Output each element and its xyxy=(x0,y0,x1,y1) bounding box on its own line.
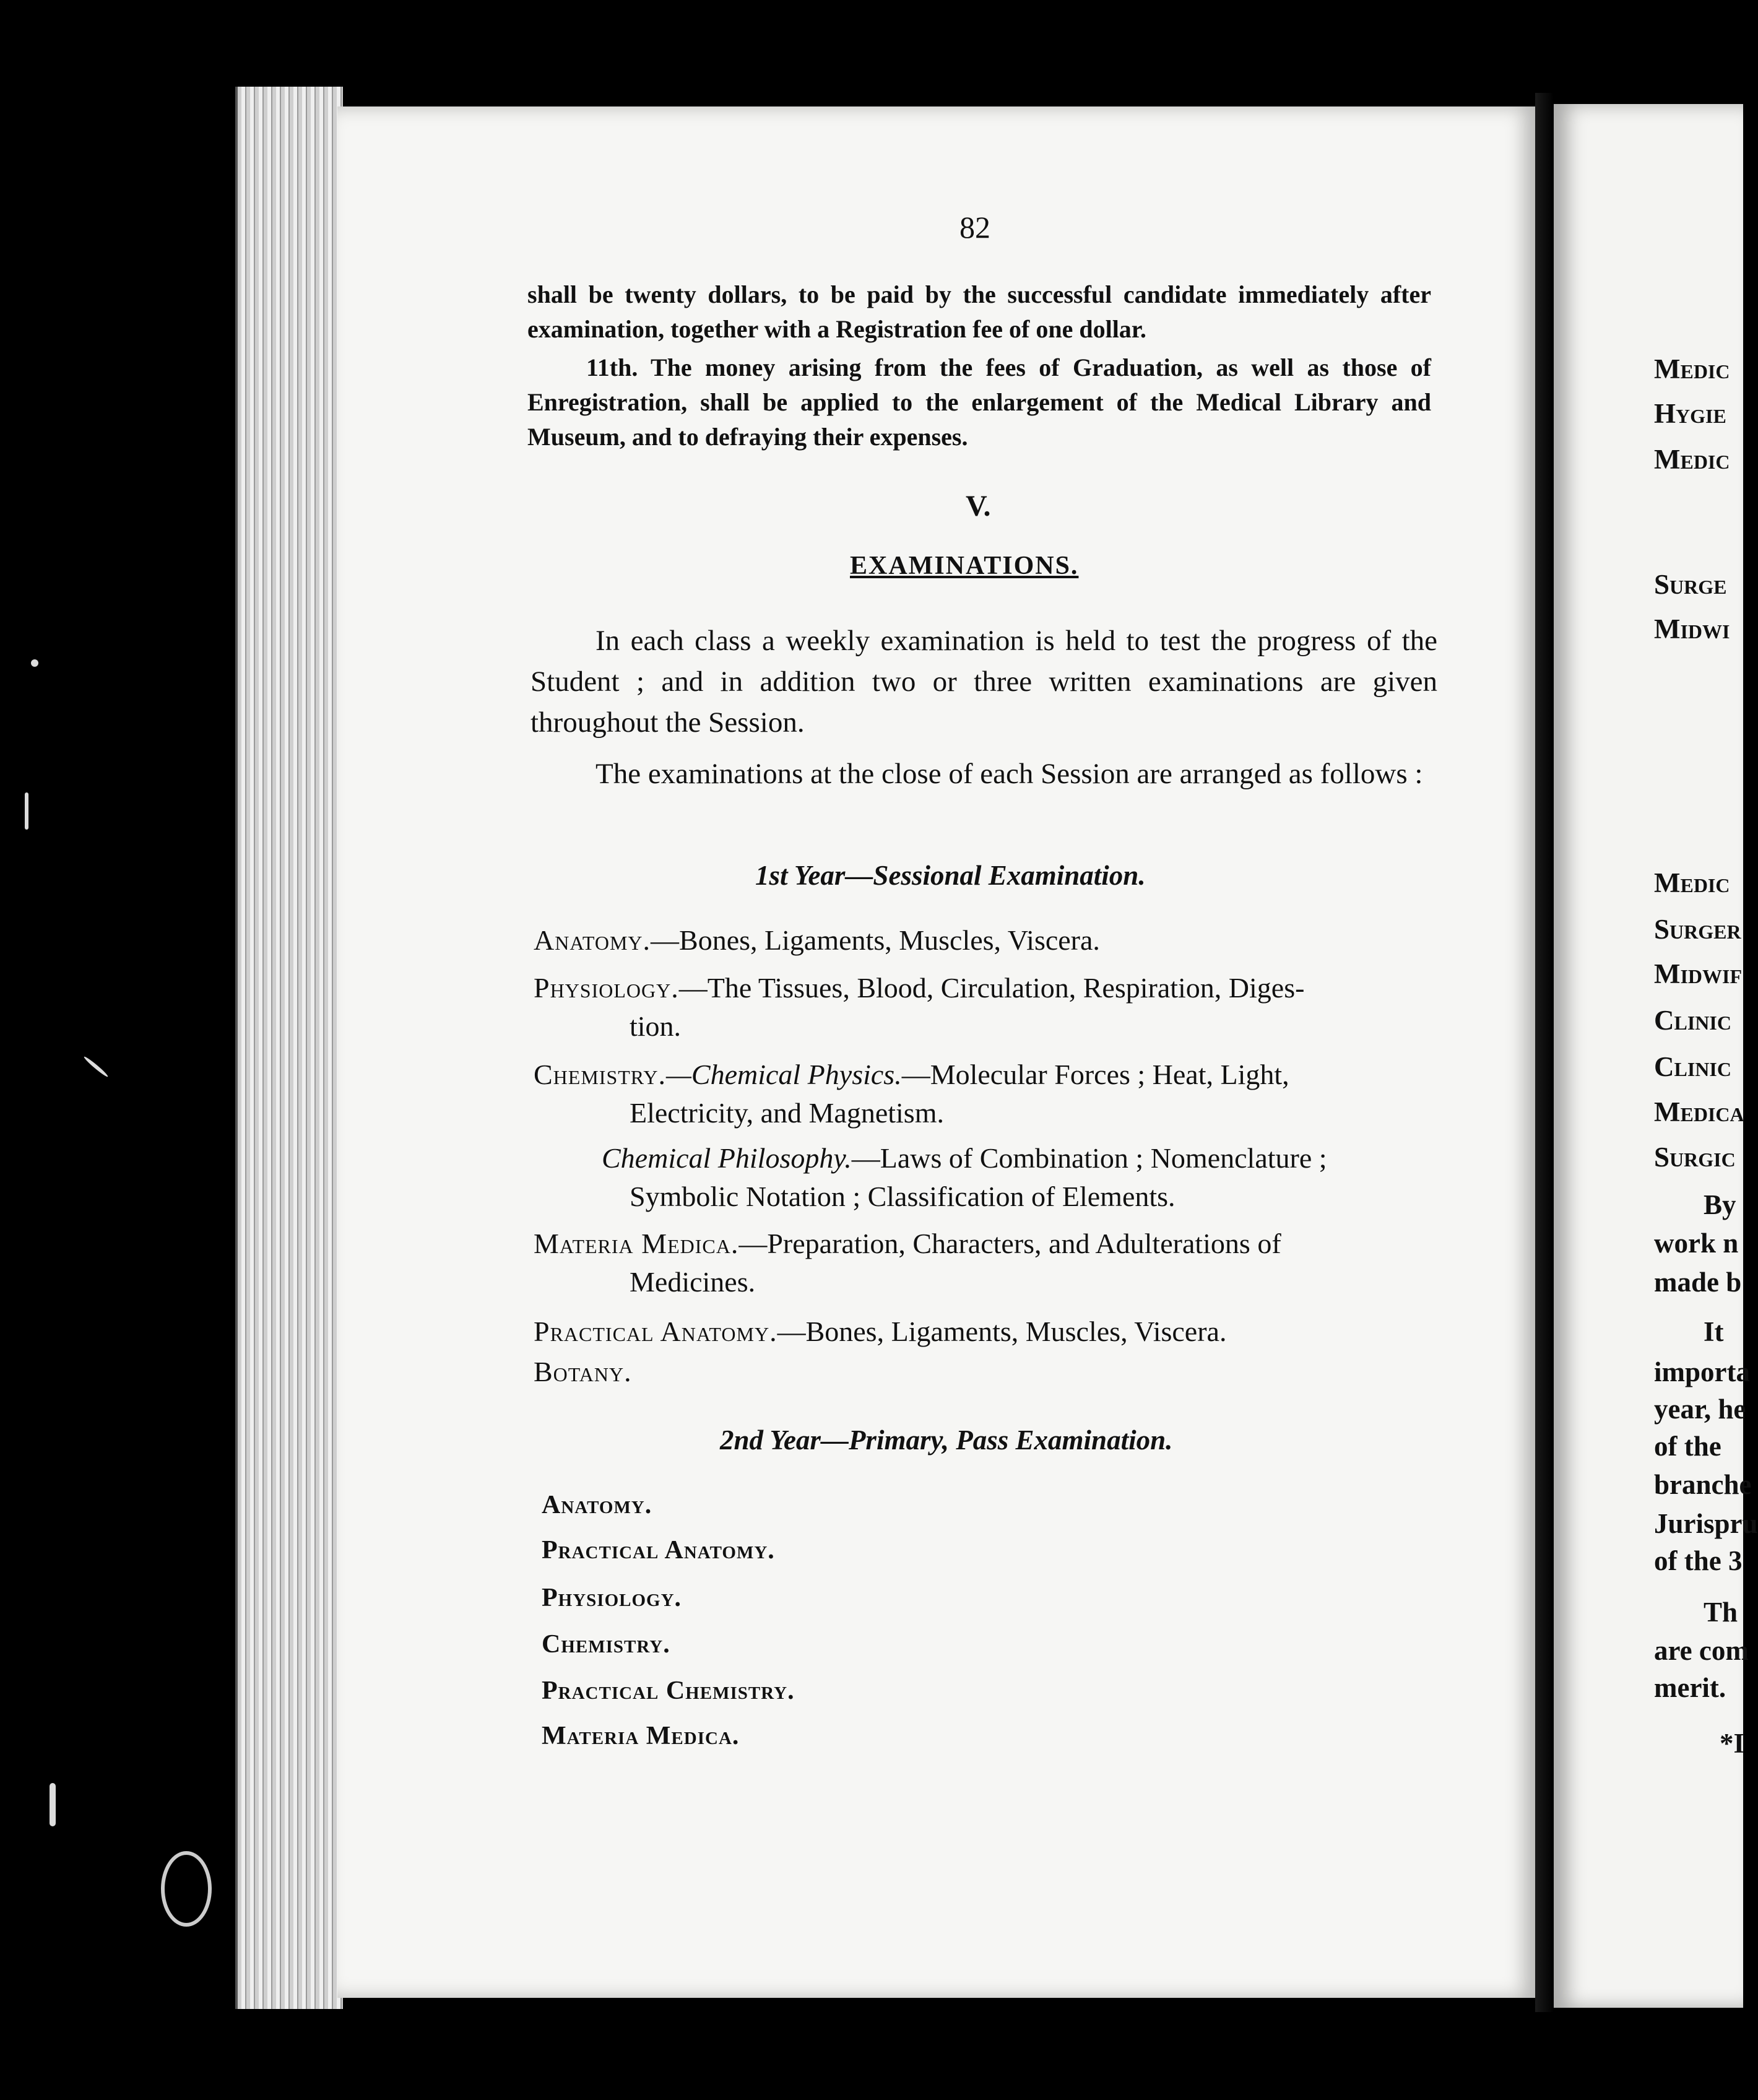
dust-speck xyxy=(31,659,38,667)
right-page-fragment: of the xyxy=(1654,1431,1721,1462)
right-page-fragment: Clinic xyxy=(1654,1051,1731,1082)
dust-speck xyxy=(83,1056,109,1078)
right-page-fragment: Hygie xyxy=(1654,398,1726,429)
entry-physiology xyxy=(534,969,1437,1046)
entry-continuation: Electricity, and Magnetism. xyxy=(630,1097,944,1129)
right-page-fragment: Medic xyxy=(1654,444,1730,475)
page-number: 82 xyxy=(959,210,990,245)
right-page-fragment: Midwi xyxy=(1654,614,1730,644)
subject-label: Physiology. xyxy=(534,972,679,1004)
second-year-item: Chemistry. xyxy=(542,1630,670,1659)
second-year-item: Anatomy. xyxy=(542,1491,652,1519)
intro-paragraph: In each class a weekly examination is held to test the progress of the Student ; and in addition two or three written examinations are given throughout the Session. xyxy=(530,625,1437,739)
entry-text: —Laws of Combination ; Nomenclature ; xyxy=(851,1142,1327,1174)
right-page-fragment: *I xyxy=(1720,1728,1745,1759)
right-page-fragment: By xyxy=(1704,1189,1736,1220)
right-page-fragment: Surgic xyxy=(1654,1142,1736,1173)
subject-label: Materia Medica. xyxy=(534,1228,739,1259)
dust-speck xyxy=(161,1851,212,1927)
right-page-fragment: year, he xyxy=(1654,1394,1746,1425)
entry-subtopic: Chemical Philosophy. xyxy=(602,1142,852,1174)
entry-materia-medica xyxy=(534,1225,1437,1301)
second-year-item: Practical Chemistry. xyxy=(542,1677,795,1705)
entry-subtopic: —Chemical Physics. xyxy=(665,1059,902,1090)
right-page-fragment: Jurispru xyxy=(1654,1508,1758,1539)
subject-label: Chemistry. xyxy=(534,1059,666,1090)
entry-continuation: tion. xyxy=(630,1010,682,1042)
first-year-heading: 1st Year—Sessional Examination. xyxy=(755,860,1146,891)
right-page-fragment: importa xyxy=(1654,1356,1750,1387)
second-year-item: Materia Medica. xyxy=(542,1722,740,1750)
right-page-fragment: Surger xyxy=(1654,914,1741,945)
right-page-fragment: of the 3 xyxy=(1654,1545,1743,1576)
arrangement-paragraph: The examinations at the close of each Session are arranged as follows : xyxy=(595,758,1423,790)
eleventh-paragraph: 11th. The money arising from the fees of Graduation, as well as those of Enregistration, shall be applied to the enlargement of the Medical Library and Museum, and to defraying their expenses. xyxy=(527,354,1431,451)
page-edge-stack xyxy=(235,87,343,2009)
second-year-item: Practical Anatomy. xyxy=(542,1536,775,1564)
entry-continuation: Medicines. xyxy=(630,1266,756,1298)
right-page-fragment: work n xyxy=(1654,1228,1739,1259)
entry-text: —Bones, Ligaments, Muscles, Viscera. xyxy=(777,1316,1227,1347)
dust-speck xyxy=(50,1783,56,1826)
right-page-fragment: Medica xyxy=(1654,1096,1744,1127)
entry-anatomy xyxy=(534,921,1437,960)
entry-chemical-philosophy xyxy=(534,1139,1437,1216)
right-page-fragment: It xyxy=(1704,1316,1724,1347)
right-page-fragment: Th xyxy=(1704,1597,1738,1628)
entry-chemistry xyxy=(534,1056,1437,1132)
subject-label: Botany. xyxy=(534,1356,632,1387)
second-year-heading: 2nd Year—Primary, Pass Examination. xyxy=(720,1425,1173,1456)
dust-speck xyxy=(25,792,28,830)
right-page-fragment: made b xyxy=(1654,1267,1742,1298)
subject-label: Practical Anatomy. xyxy=(534,1316,777,1347)
entry-botany xyxy=(534,1353,1437,1391)
right-page-fragment: Midwif xyxy=(1654,958,1743,989)
book-gutter xyxy=(1535,93,1554,2012)
right-page-fragment: Clinic xyxy=(1654,1005,1731,1036)
section-number: V. xyxy=(966,490,991,523)
entry-text: —Preparation, Characters, and Adulterations of xyxy=(738,1228,1281,1259)
subject-label: Anatomy. xyxy=(534,924,651,956)
right-page-fragment: Medic xyxy=(1654,354,1730,384)
entry-continuation: Symbolic Notation ; Classification of Elements. xyxy=(630,1181,1176,1212)
right-page-fragment: branche xyxy=(1654,1469,1752,1500)
right-page-fragment: Medic xyxy=(1654,867,1730,898)
fee-paragraph: shall be twenty dollars, to be paid by the successful candidate immediately after examination, together with a Registration fee of one dollar. xyxy=(527,280,1431,343)
second-year-item: Physiology. xyxy=(542,1584,682,1612)
entry-text: —Molecular Forces ; Heat, Light, xyxy=(901,1059,1289,1090)
section-title: EXAMINATIONS. xyxy=(850,552,1079,580)
entry-text: —The Tissues, Blood, Circulation, Respiration, Diges- xyxy=(678,972,1305,1004)
right-page-fragment: Surge xyxy=(1654,569,1727,600)
entry-practical-anatomy xyxy=(534,1312,1437,1351)
right-page-fragment: are com xyxy=(1654,1635,1749,1666)
right-page-fragment: merit. xyxy=(1654,1672,1726,1703)
entry-text: —Bones, Ligaments, Muscles, Viscera. xyxy=(651,924,1100,956)
